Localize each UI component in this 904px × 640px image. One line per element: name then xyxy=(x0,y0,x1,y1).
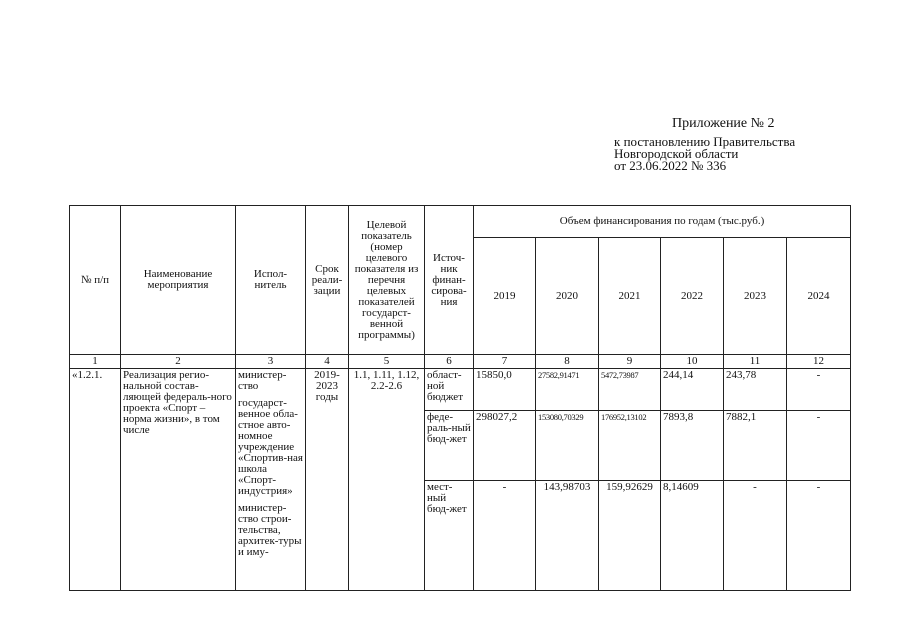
row-term: 2019-2023 годы xyxy=(306,369,349,591)
year-2020: 2020 xyxy=(536,238,599,355)
col-number: 7 xyxy=(474,355,536,369)
col-number: 10 xyxy=(661,355,724,369)
row-target: 1.1, 1.11, 1.12, 2.2-2.6 xyxy=(349,369,425,591)
value-cell: 243,78 xyxy=(724,369,787,411)
value-cell: 176952,13102 xyxy=(599,411,661,481)
col-header-target: Целевой показатель (номер целевого показателя из перечня целевых показателей государст-венной программы) xyxy=(349,206,425,355)
col-number: 11 xyxy=(724,355,787,369)
year-2023: 2023 xyxy=(724,238,787,355)
column-number-row xyxy=(70,355,851,369)
value-cell: 7893,8 xyxy=(661,411,724,481)
value-cell: 15850,0 xyxy=(474,369,536,411)
value-cell: 159,92629 xyxy=(599,481,661,591)
col-header-name: Наименование мероприятия xyxy=(121,206,236,355)
col-number: 6 xyxy=(425,355,474,369)
row-name: Реализация регио-нальной состав-ляющей федераль-ного проекта «Спорт – норма жизни», в том числе xyxy=(121,369,236,591)
value-cell: - xyxy=(787,411,851,481)
year-2022: 2022 xyxy=(661,238,724,355)
executor-ministry: министер-ство xyxy=(238,369,287,392)
value-cell: 27582,91471 xyxy=(536,369,599,411)
table-row xyxy=(70,369,851,411)
col-header-funding: Объем финансирования по годам (тыс.руб.) xyxy=(474,206,851,238)
row-executor xyxy=(236,369,306,591)
col-number: 8 xyxy=(536,355,599,369)
value-cell: 7882,1 xyxy=(724,411,787,481)
region-line: Новгородской области xyxy=(614,146,739,161)
row-number: «1.2.1. xyxy=(70,369,121,591)
col-number: 1 xyxy=(70,355,121,369)
value-cell: 298027,2 xyxy=(474,411,536,481)
value-cell: 143,98703 xyxy=(536,481,599,591)
col-number: 5 xyxy=(349,355,425,369)
col-number: 2 xyxy=(121,355,236,369)
executor-school: государст-венное обла-стное авто-номное учреждение «Спортив-ная школа «Спорт-индустрия» xyxy=(238,397,303,497)
col-number: 12 xyxy=(787,355,851,369)
col-header-num: № п/п xyxy=(70,206,121,355)
value-cell: - xyxy=(474,481,536,591)
year-2019: 2019 xyxy=(474,238,536,355)
year-2024: 2024 xyxy=(787,238,851,355)
col-number: 3 xyxy=(236,355,306,369)
value-cell: 153080,70329 xyxy=(536,411,599,481)
value-cell: 8,14609 xyxy=(661,481,724,591)
value-cell: - xyxy=(787,369,851,411)
value-cell: 5472,73987 xyxy=(599,369,661,411)
value-cell: - xyxy=(724,481,787,591)
col-header-term: Срок реали-зации xyxy=(306,206,349,355)
source-regional: област-ной бюджет xyxy=(425,369,474,411)
date-line: от 23.06.2022 № 336 xyxy=(614,158,727,173)
year-2021: 2021 xyxy=(599,238,661,355)
col-header-executor: Испол-нитель xyxy=(236,206,306,355)
resolution-line: к постановлению Правительства xyxy=(614,134,796,149)
col-number: 4 xyxy=(306,355,349,369)
col-number: 9 xyxy=(599,355,661,369)
value-cell: - xyxy=(787,481,851,591)
value-cell: 244,14 xyxy=(661,369,724,411)
source-local: мест-ный бюд-жет xyxy=(425,481,474,591)
col-header-source: Источ-ник финан-сирова-ния xyxy=(425,206,474,355)
executor-construction: министер-ство строи-тельства, архитек-туры и иму- xyxy=(238,502,302,558)
appendix-title: Приложение № 2 xyxy=(672,116,775,131)
source-federal: феде-раль-ный бюд-жет xyxy=(425,411,474,481)
funding-table xyxy=(69,205,851,591)
